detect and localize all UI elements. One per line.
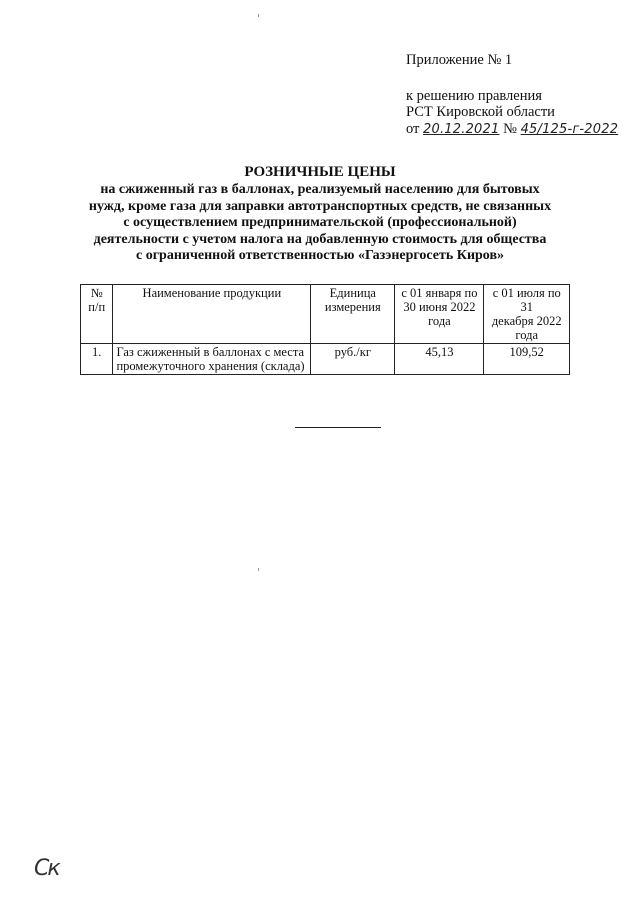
- decision-date-number: [406, 121, 636, 139]
- divider-line: [295, 427, 381, 428]
- row-unit: руб./кг: [311, 344, 395, 375]
- row-name-line: промежуточного хранения (склада): [116, 359, 305, 373]
- appendix-block: [406, 52, 636, 138]
- header-period-1: [395, 285, 484, 344]
- scan-dot: [258, 14, 259, 17]
- subtitle-line: нужд, кроме газа для заправки автотранспортных средств, не связанных: [88, 198, 552, 214]
- price-table: [80, 284, 570, 375]
- header-period-line: года: [428, 314, 451, 328]
- header-num: [81, 285, 113, 344]
- decision-number: 45/125-г-2022: [520, 121, 619, 137]
- header-period-line: с 01 июля по 31: [492, 286, 561, 314]
- row-name-line: Газ сжиженный в баллонах с места: [116, 345, 304, 359]
- header-name: Наименование продукции: [113, 285, 311, 344]
- header-period-line: 30 июня 2022: [403, 300, 476, 314]
- subtitle-line: с осуществлением предпринимательской (профессиональной): [123, 215, 517, 230]
- signature-initials: Ск: [34, 856, 59, 881]
- table-header-row: [81, 285, 570, 344]
- document-subtitle: [70, 182, 570, 265]
- header-unit: [311, 285, 395, 344]
- row-num: 1.: [81, 344, 113, 375]
- row-price-period-1: 45,13: [395, 344, 484, 375]
- subtitle-line: на сжиженный газ в баллонах, реализуемый населению для бытовых: [100, 182, 540, 197]
- decision-line-1: к решению правления: [406, 87, 542, 104]
- header-period-line: года: [515, 328, 539, 342]
- subtitle-line: деятельности с учетом налога на добавленную стоимость для общества: [93, 231, 547, 247]
- row-price-period-2: 109,52: [484, 344, 570, 375]
- scan-dot: [258, 568, 259, 571]
- header-unit-line: Единица: [329, 286, 376, 300]
- header-unit-line: измерения: [324, 300, 381, 314]
- header-period-2: [484, 285, 570, 344]
- number-prefix: №: [503, 120, 517, 137]
- date-prefix: от: [406, 120, 420, 137]
- header-num-line: №: [90, 286, 103, 300]
- decision-line-2: РСТ Кировской области: [406, 104, 555, 120]
- header-period-line: декабря 2022: [491, 314, 562, 328]
- row-name: [113, 344, 311, 375]
- decision-date: 20.12.2021: [423, 121, 500, 137]
- subtitle-line: с ограниченной ответственностью «Газэнергосеть Киров»: [135, 248, 505, 263]
- header-num-line: п/п: [88, 300, 106, 314]
- document-title: РОЗНИЧНЫЕ ЦЕНЫ: [244, 164, 396, 180]
- header-period-line: с 01 января по: [401, 286, 478, 300]
- appendix-title: Приложение № 1: [406, 52, 513, 68]
- table-row: [81, 344, 570, 375]
